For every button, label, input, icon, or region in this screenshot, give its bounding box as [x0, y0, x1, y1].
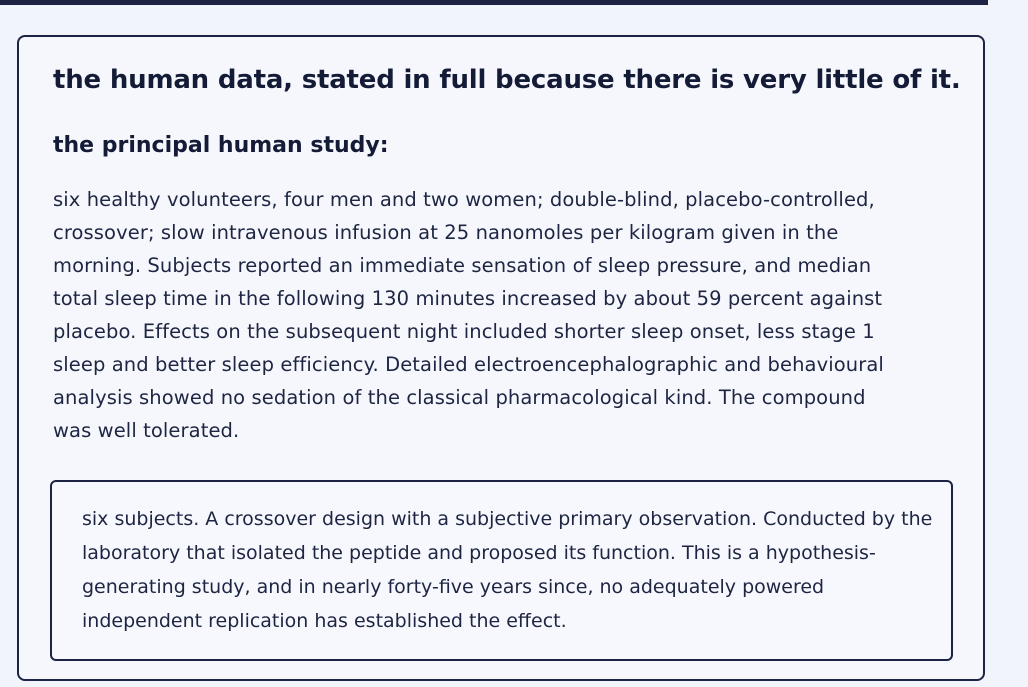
caveat-callout: [50, 480, 953, 661]
content-card: [17, 35, 985, 681]
top-divider: [0, 0, 988, 5]
caveat-text: six subjects. A crossover design with a subjective primary observation. Conducted by the laboratory that isolated the peptide and proposed its function. This is a hypothesis-generating study, and in nearly forty-five years since, no adequately powered independent replication has established the effect.: [82, 508, 933, 632]
study-description: six healthy volunteers, four men and two women; double-blind, placebo-controlled, crossover; slow intravenous infusion at 25 nanomoles per kilogram given in the morning. Subjects reported an immediate sensation of sleep pressure, and median total sleep time in the following 130 minutes increased by about 59 percent against placebo. Effects on the subsequent night included shorter sleep onset, less stage 1 sleep and better sleep efficiency. Detailed electroencephalographic and behavioural analysis showed no sedation of the classical pharmacological kind. The compound was well tolerated.: [53, 188, 884, 442]
card-heading: the human data, stated in full because there is very little of it.: [53, 65, 961, 95]
study-subheading: the principal human study:: [53, 133, 389, 158]
